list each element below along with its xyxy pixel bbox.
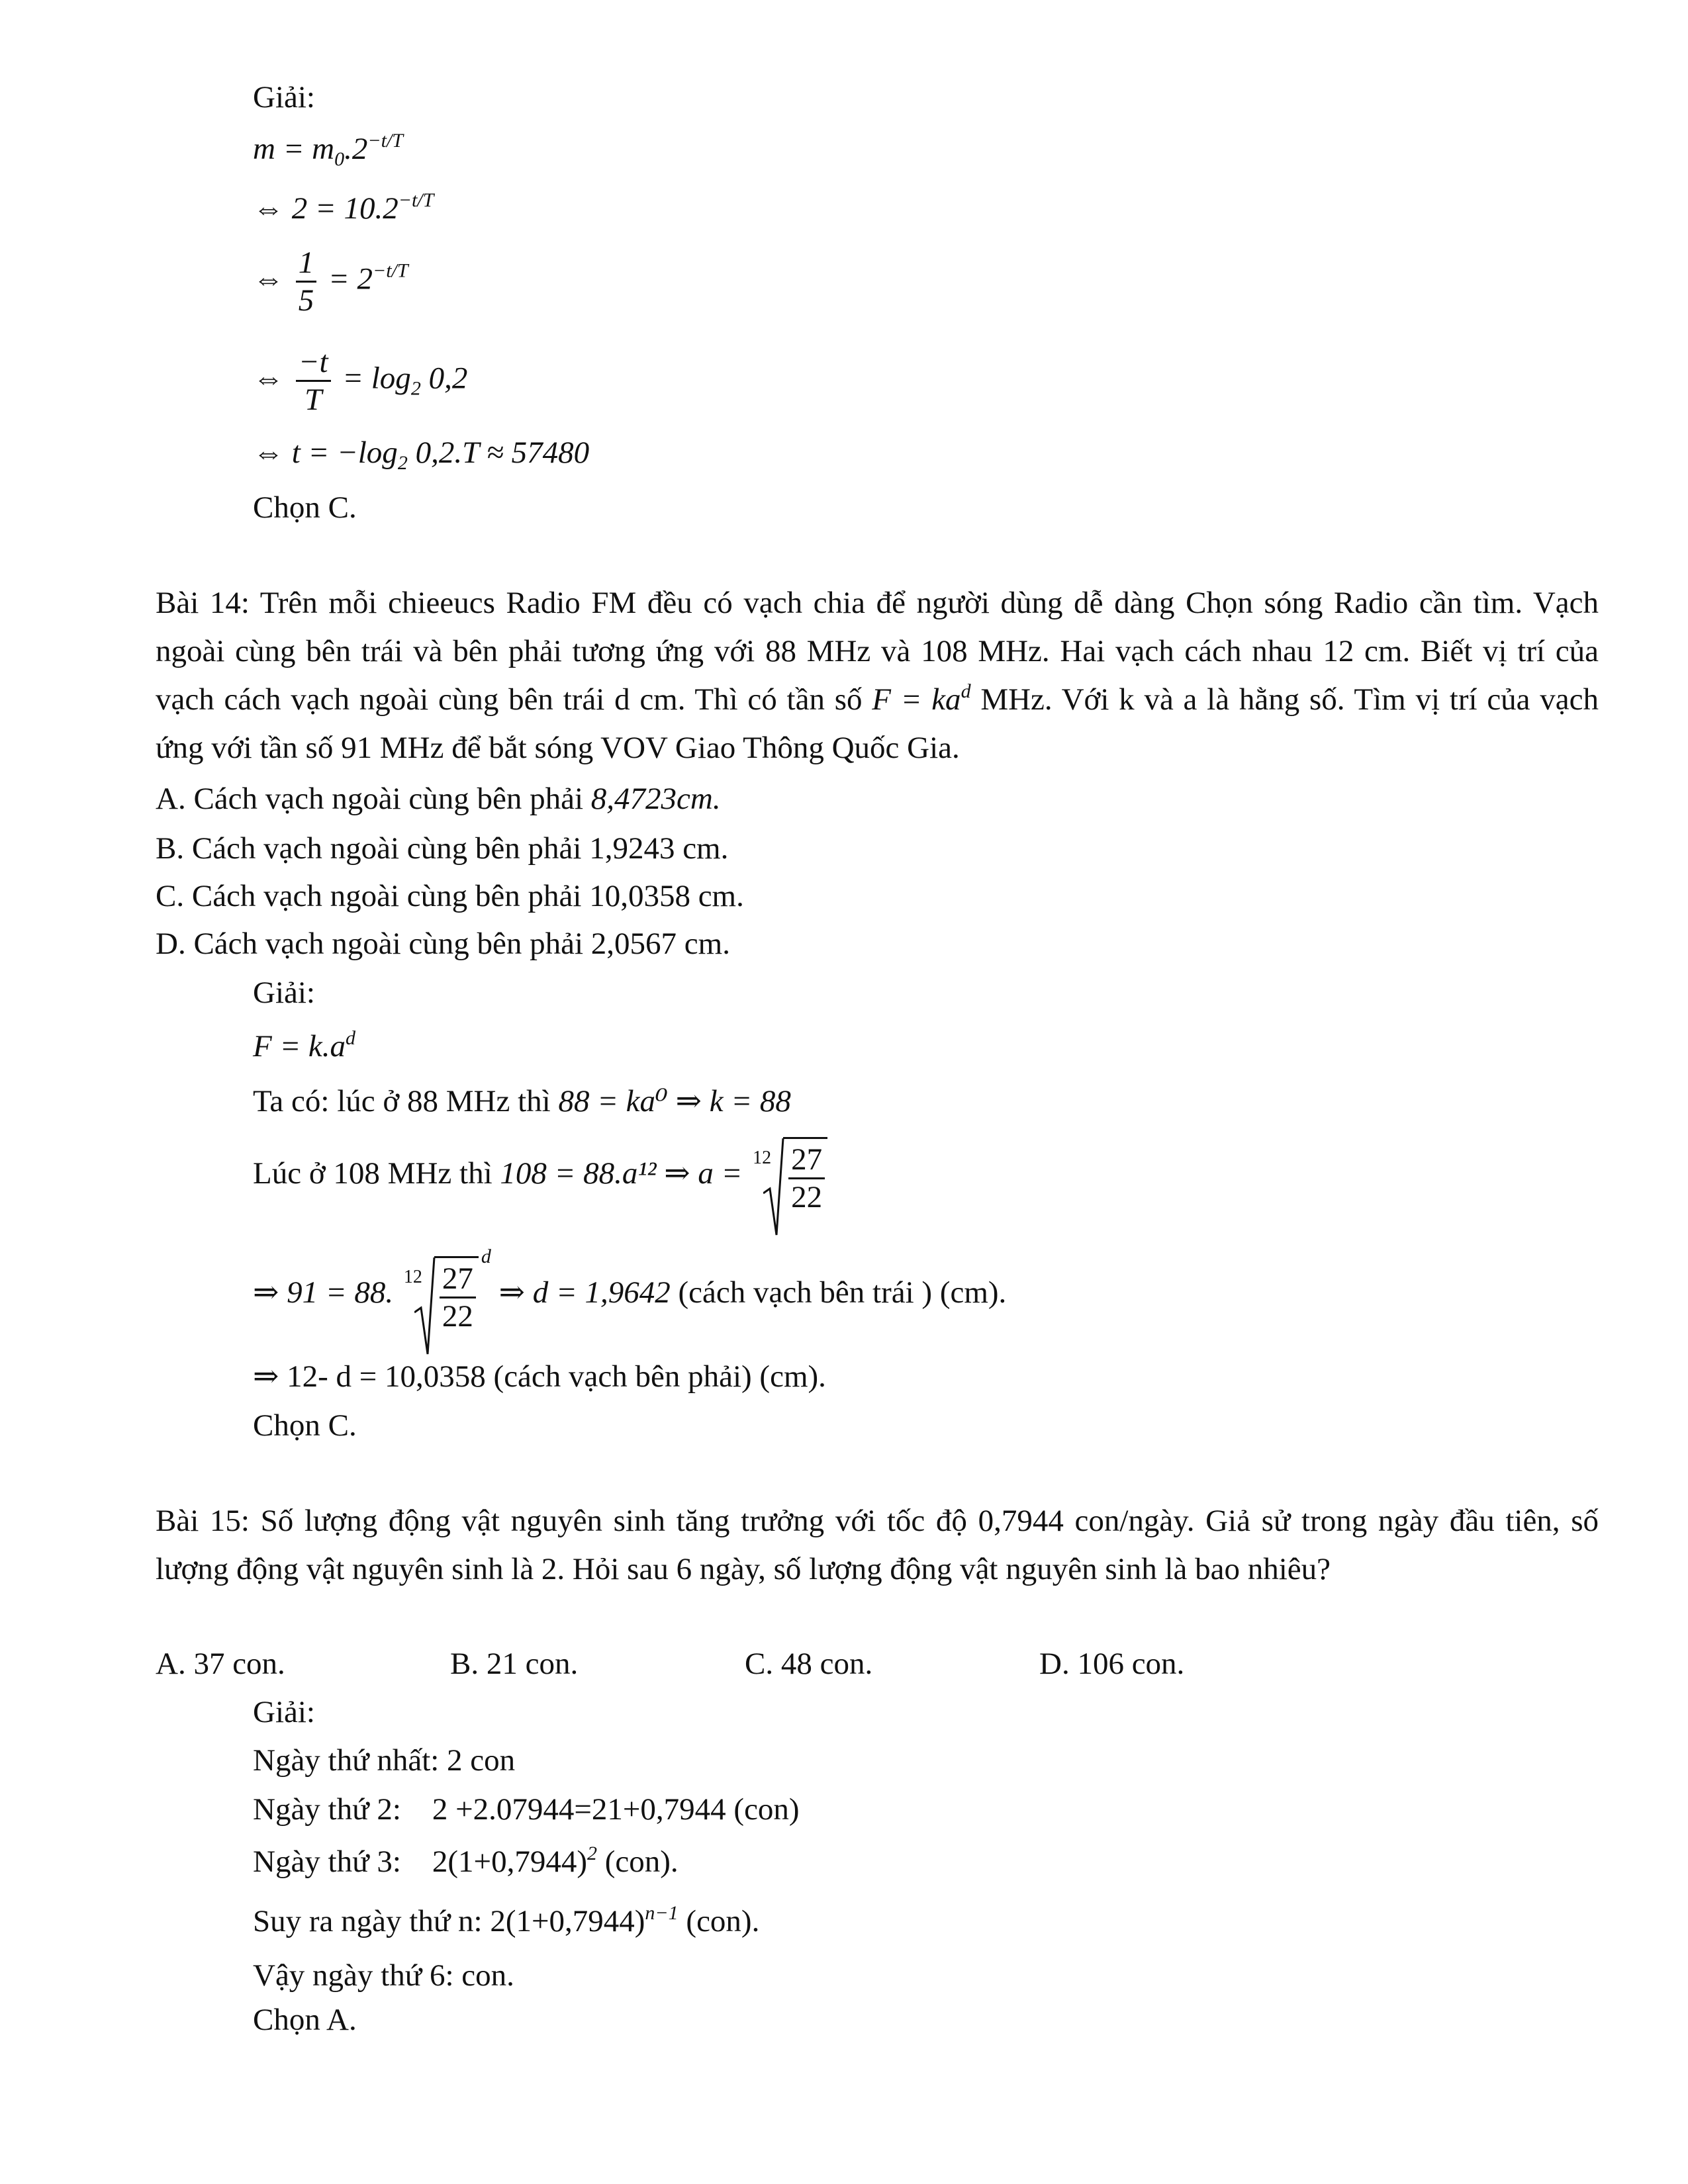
sol13-label: Giải:	[253, 80, 315, 114]
bai14-stem-a: Bài 14: Trên mỗi chieeucs Radio FM đều có vạch chia để người dùng dễ dàng Chọn sóng Radio cần tìm. Vạch ngoài cùng bên trái và bên phải tương ứng với 88 MHz và 108 MHz. Hai vạch cách nhau 12 cm. Biết vị trí của vạch cách vạch ngoài cùng bên trái d cm. Thì có tần số	[156, 586, 1599, 717]
root-12-27-22: 12 $\frac{27}{22}$	[753, 1137, 827, 1215]
sol13-eq1: $m = m_0.2^{-t/T}$	[253, 130, 403, 170]
bai14-option-c: C. Cách vạch ngoài cùng bên phải 10,0358 cm.	[156, 879, 744, 913]
bai15-stem-rate: 0,7944	[978, 1504, 1064, 1538]
sol13-eq2: ⇔ $2 = 10.2^{-t/T}$	[253, 189, 434, 226]
bai15-option-d: D. 106 con.	[1039, 1647, 1185, 1681]
sol13-choose: Chọn C.	[253, 490, 357, 525]
bai15-dayn: Suy ra ngày thứ n: $2(1+0,7944)^{n-1}$ (con).	[253, 1902, 760, 1938]
bai15-sol-label: Giải:	[253, 1695, 315, 1729]
bai14-option-b: B. Cách vạch ngoài cùng bên phải 1,9243 cm.	[156, 831, 729, 866]
bai15-options	[156, 1643, 1334, 1686]
bai14-choose: Chọn C.	[253, 1408, 357, 1443]
bai14-sol-line3: ⇒ 91 = 88. 12 $\frac{27}{22}$ $^d$ ⇒ d = 1,9642 (cách vạch bên trái ) (cm).	[253, 1243, 1006, 1334]
bai14-stem-formula: $F = ka^d$	[872, 680, 971, 717]
bai14-sol-label: Giải:	[253, 976, 315, 1010]
bai14-sol-line1: Ta có: lúc ở 88 MHz thì 88 = ka⁰ ⇒ k = 88	[253, 1084, 791, 1118]
bai15-stem	[156, 1497, 1599, 1594]
bai14-sol-line2: Lúc ở 108 MHz thì 108 = 88.a¹² ⇒ a = 12 $\frac{27}{22}$	[253, 1137, 830, 1215]
bai15-day6: Vậy ngày thứ 6: con.	[253, 1958, 514, 1993]
bai15-option-c: C. 48 con.	[745, 1647, 873, 1681]
sol13-eq5: ⇔ $t = -\log_2$ 0,2.T ≈ 57480	[253, 435, 590, 474]
sol13-eq4: ⇔ $\frac{-t}{T}$ = $\log_2 0,2$	[253, 345, 468, 418]
bai14-option-d: D. Cách vạch ngoài cùng bên phải 2,0567 cm.	[156, 927, 730, 961]
bai14-option-a: A. Cách vạch ngoài cùng bên phải 8,4723cm.	[156, 782, 721, 816]
bai15-stem-b: con/ngày. Giả sử trong ngày đầu tiên, số lượng động vật nguyên sinh là 2. Hỏi sau 6 ngày, số lượng động vật nguyên sinh là bao nhiêu?	[156, 1504, 1599, 1586]
bai15-day2: Ngày thứ 2: 2 +2.07944=21+0,7944 (con)	[253, 1792, 800, 1827]
root-12-27-22-pow-d: 12 $\frac{27}{22}$	[404, 1256, 479, 1334]
bai14-sol-formula: $F = k.a^d$	[253, 1027, 356, 1064]
bai15-day3: Ngày thứ 3: $2(1+0,7944)^2$ (con).	[253, 1843, 679, 1879]
bai14-sol-line4: ⇒ 12- d = 10,0358 (cách vạch bên phải) (cm).	[253, 1359, 826, 1394]
bai14-stem	[156, 579, 1599, 772]
bai15-choose: Chọn A.	[253, 2003, 357, 2037]
bai15-option-a: A. 37 con.	[156, 1647, 285, 1681]
sol13-eq3: ⇔ $\frac{1}{5}$ = $2^{-t/T}$	[253, 246, 408, 318]
bai15-day1: Ngày thứ nhất: 2 con	[253, 1743, 516, 1778]
bai15-stem-a: Bài 15: Số lượng động vật nguyên sinh tăng trưởng với tốc độ	[156, 1504, 967, 1538]
bai15-option-b: B. 21 con.	[450, 1647, 579, 1681]
bai14-stem-b: MHz. Với k và a là hằng số. Tìm vị trí của vạch ứng với tần số 91 MHz để bắt sóng VOV Giao Thông Quốc Gia.	[156, 682, 1599, 765]
